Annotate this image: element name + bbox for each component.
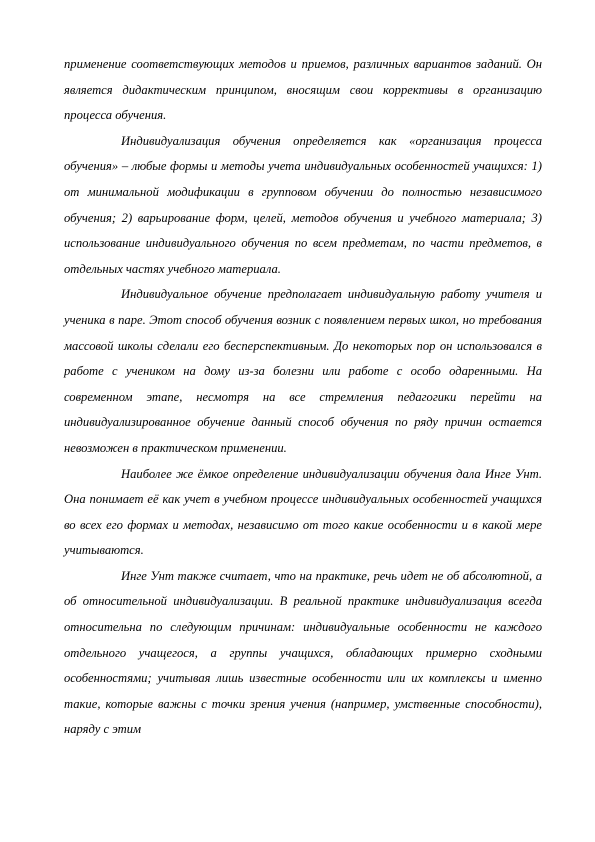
paragraph-2: Индивидуализация обучения определяется как «организация процесса обучения» – любые формы и методы учета индивидуальных особенностей учащихся: 1) от минимальной модификации в групповом обучении до полностью независимого обучения; 2) варьирование форм, целей, методов обучения и учебного материала; 3) использование индивидуального обучения по всем предметам, по части предметов, в отдельных частях учебного материала. xyxy=(64,133,542,276)
document-body xyxy=(64,52,542,743)
paragraph-1: применение соответствующих методов и приемов, различных вариантов заданий. Он является дидактическим принципом, вносящим свои коррективы в организацию процесса обучения. xyxy=(64,57,542,123)
paragraph-4: Наиболее же ёмкое определение индивидуализации обучения дала Инге Унт. Она понимает её как учет в учебном процессе индивидуальных особенностей учащихся во всех его формах и методах, независимо от того какие особенности и в какой мере учитываются. xyxy=(64,466,542,558)
paragraph-3: Индивидуальное обучение предполагает индивидуальную работу учителя и ученика в паре. Этот способ обучения возник с появлением первых школ, но требования массовой школы сделали его бесперспективным. До некоторых пор он использовался в работе с учеником на дому из-за болезни или работе с особо одаренными. На современном этапе, несмотря на все стремления педагогики перейти на индивидуализированное обучение данный способ обучения по ряду причин остается невозможен в практическом применении. xyxy=(64,287,542,455)
paragraph-5: Инге Унт также считает, что на практике, речь идет не об абсолютной, а об относительной индивидуализации. В реальной практике индивидуализация всегда относительна по следующим причинам: индивидуальные особенности не каждого отдельного учащегося, а группы учащихся, обладающих примерно сходными особенностями; учитывая лишь известные особенности или их комплексы и именно такие, которые важны с точки зрения учения (например, умственные способности), наряду с этим xyxy=(64,568,542,737)
